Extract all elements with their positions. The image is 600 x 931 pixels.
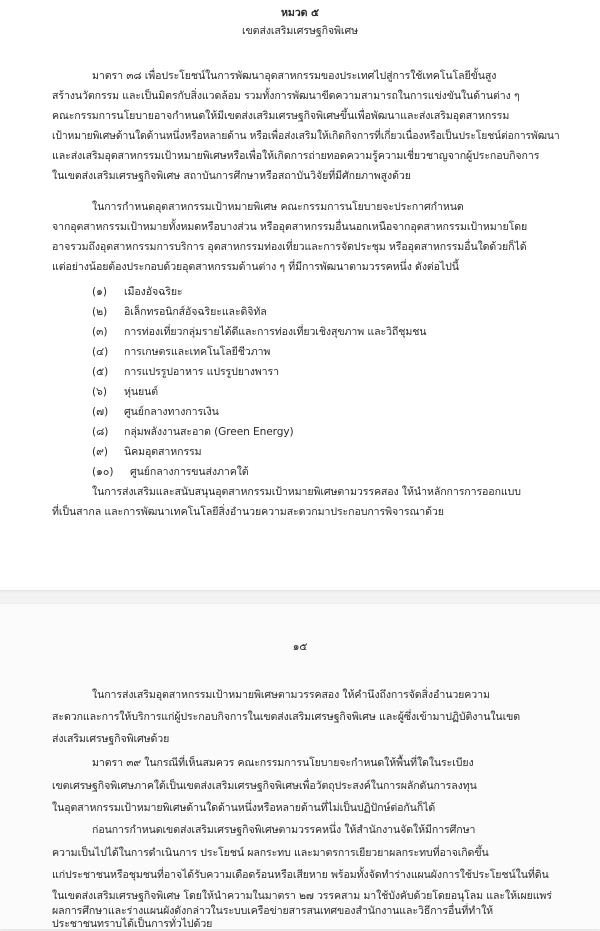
list-item-number: (๔) <box>92 346 109 358</box>
facilities-paragraph-line: ในการส่งเสริมอุตสาหกรรมเป้าหมายพิเศษตามวรรคสอง ให้คำนึงถึงการจัดสิ่งอำนวยความ <box>92 689 490 701</box>
section-38-line: มาตรา ๓๘ เพื่อประโยชน์ในการพัฒนาอุตสาหกรรมของประเทศไปสู่การใช้เทคโนโลยีขั้นสูง <box>92 70 497 82</box>
list-item-text: อิเล็กทรอนิกส์อัจฉริยะและดิจิทัล <box>124 306 267 318</box>
list-item-number: (๓) <box>92 326 108 338</box>
list-item-number: (๑) <box>92 286 107 298</box>
section-39-line: มาตรา ๓๙ ในกรณีที่เห็นสมควร คณะกรรมการนโยบายจะกำหนดให้พื้นที่ใดในระเบียง <box>92 757 474 769</box>
list-item-number: (๑๐) <box>92 466 114 478</box>
section-38-line: สร้างนวัตกรรม และเป็นมิตรกับสิ่งแวดล้อม รวมทั้งการพัฒนาขีดความสามารถในการแข่งขันในด้านต่าง ๆ <box>52 90 520 102</box>
study-paragraph-line: ประชาชนทราบได้เป็นการทั่วไปด้วย <box>52 918 213 930</box>
list-item-number: (๒) <box>92 306 108 318</box>
study-paragraph-line: ผลการศึกษาและร่างแผนผังดังกล่าวในระบบเครือข่ายสารสนเทศของสำนักงานและวิธีการอื่นที่ทำให้ <box>52 905 494 917</box>
list-item-text: หุ่นยนต์ <box>124 386 159 398</box>
industry-paragraph-line: อาจรวมถึงอุตสาหกรรมการบริการ อุตสาหกรรมท่องเที่ยวและการจัดประชุม หรืออุตสาหกรรมอื่นใดด้วยก็ได้ <box>52 241 527 253</box>
list-item-text: การท่องเที่ยวกลุ่มรายได้ดีและการท่องเที่ยวเชิงสุขภาพ และวิถีชุมชน <box>124 326 427 338</box>
section-39-line: เขตเศรษฐกิจพิเศษภาคใต้เป็นเขตส่งเสริมเศรษฐกิจพิเศษเพื่อวัตถุประสงค์ในการผลักดันการลงทุน <box>52 780 477 792</box>
document-page-2 <box>0 604 600 929</box>
list-item-number: (๙) <box>92 446 109 458</box>
list-item-number: (๗) <box>92 406 109 418</box>
list-item-text: การเกษตรและเทคโนโลยีชีวภาพ <box>124 346 271 358</box>
section-38-line: และส่งเสริมอุตสาหกรรมเป้าหมายพิเศษหรือเพื่อให้เกิดการถ่ายทอดความรู้ความเชี่ยวชาญจากผู้ประกอบกิจการ <box>52 150 540 162</box>
list-item-text: กลุ่มพลังงานสะอาด (Green Energy) <box>124 426 294 438</box>
list-item-number: (๖) <box>92 386 107 398</box>
list-item-text: นิคมอุตสาหกรรม <box>124 446 202 458</box>
industry-paragraph-line: แต่อย่างน้อยต้องประกอบด้วยอุตสาหกรรมด้านต่าง ๆ ที่มีการพัฒนาตามวรรคหนึ่ง ดังต่อไปนี้ <box>52 261 459 273</box>
section-38-line: เป้าหมายพิเศษด้านใดด้านหนึ่งหรือหลายด้าน หรือเพื่อส่งเสริมให้เกิดกิจการที่เกี่ยวเนื่องหรือเป็นประโยชน์ต่อการพัฒนา <box>52 130 560 142</box>
industry-paragraph-line: จากอุตสาหกรรมเป้าหมายทั้งหมดหรือบางส่วน หรืออุตสาหกรรมอื่นนอกเหนือจากอุตสาหกรรมเป้าหมายโดย <box>52 221 528 233</box>
study-paragraph-line: แก่ประชาชนหรือชุมชนที่อาจได้รับความเดือดร้อนหรือเสียหาย พร้อมทั้งจัดทำร่างแผนผังการใช้ประโยชน์ในที่ดิน <box>52 869 549 881</box>
list-item-number: (๘) <box>92 426 109 438</box>
facilities-paragraph-line: สะดวกและการให้บริการแก่ผู้ประกอบกิจการในเขตส่งเสริมเศรษฐกิจพิเศษ และผู้ซึ่งเข้ามาปฏิบัติงานในเขต <box>52 711 521 723</box>
promotion-paragraph-line: ที่เป็นสากล และการพัฒนาเทคโนโลยีสิ่งอำนวยความสะดวกมาประกอบการพิจารณาด้วย <box>52 506 444 518</box>
facilities-paragraph-line: ส่งเสริมเศรษฐกิจพิเศษด้วย <box>52 733 170 745</box>
study-paragraph-line: ในเขตส่งเสริมเศรษฐกิจพิเศษ โดยให้นำความในมาตรา ๒๗ วรรคสาม มาใช้บังคับด้วยโดยอนุโลม และให้เผยแพร่ <box>52 890 552 902</box>
section-38-line: คณะกรรมการนโยบายอาจกำหนดให้มีเขตส่งเสริมเศรษฐกิจพิเศษขึ้นเพื่อพัฒนาและส่งเสริมอุตสาหกรรม <box>52 110 510 122</box>
industry-paragraph-line: ในการกำหนดอุตสาหกรรมเป้าหมายพิเศษ คณะกรรมการนโยบายจะประกาศกำหนด <box>92 201 464 213</box>
list-item-text: ศูนย์กลางการขนส่งภาคใต้ <box>130 466 249 478</box>
chapter-heading: หมวด ๕ <box>281 7 319 19</box>
study-paragraph-line: ความเป็นไปได้ในการดำเนินการ ประโยชน์ ผลกระทบ และมาตรการเยียวยาผลกระทบที่อาจเกิดขึ้น <box>52 847 489 859</box>
page-number: ๑๕ <box>292 641 308 653</box>
study-paragraph-line: ก่อนการกำหนดเขตส่งเสริมเศรษฐกิจพิเศษตามวรรคหนึ่ง ให้สำนักงานจัดให้มีการศึกษา <box>92 824 476 836</box>
section-38-line: ในเขตส่งเสริมเศรษฐกิจพิเศษ สถาบันการศึกษาหรือสถาบันวิจัยที่มีศักยภาพสูงด้วย <box>52 170 411 182</box>
list-item-text: การแปรรูปอาหาร แปรรูปยางพารา <box>124 366 279 378</box>
section-39-line: ในอุตสาหกรรมเป้าหมายพิเศษด้านใดด้านหนึ่งหรือหลายด้านที่ไม่เป็นปฏิปักษ์ต่อกันก็ได้ <box>52 802 436 814</box>
list-item-text: ศูนย์กลางทางการเงิน <box>124 406 219 418</box>
promotion-paragraph-line: ในการส่งเสริมและสนับสนุนอุตสาหกรรมเป้าหมายพิเศษตามวรรคสอง ให้นำหลักการการออกแบบ <box>92 486 521 498</box>
list-item-number: (๕) <box>92 366 109 378</box>
list-item-text: เมืองอัจฉริยะ <box>124 286 183 298</box>
chapter-title: เขตส่งเสริมเศรษฐกิจพิเศษ <box>242 25 358 37</box>
